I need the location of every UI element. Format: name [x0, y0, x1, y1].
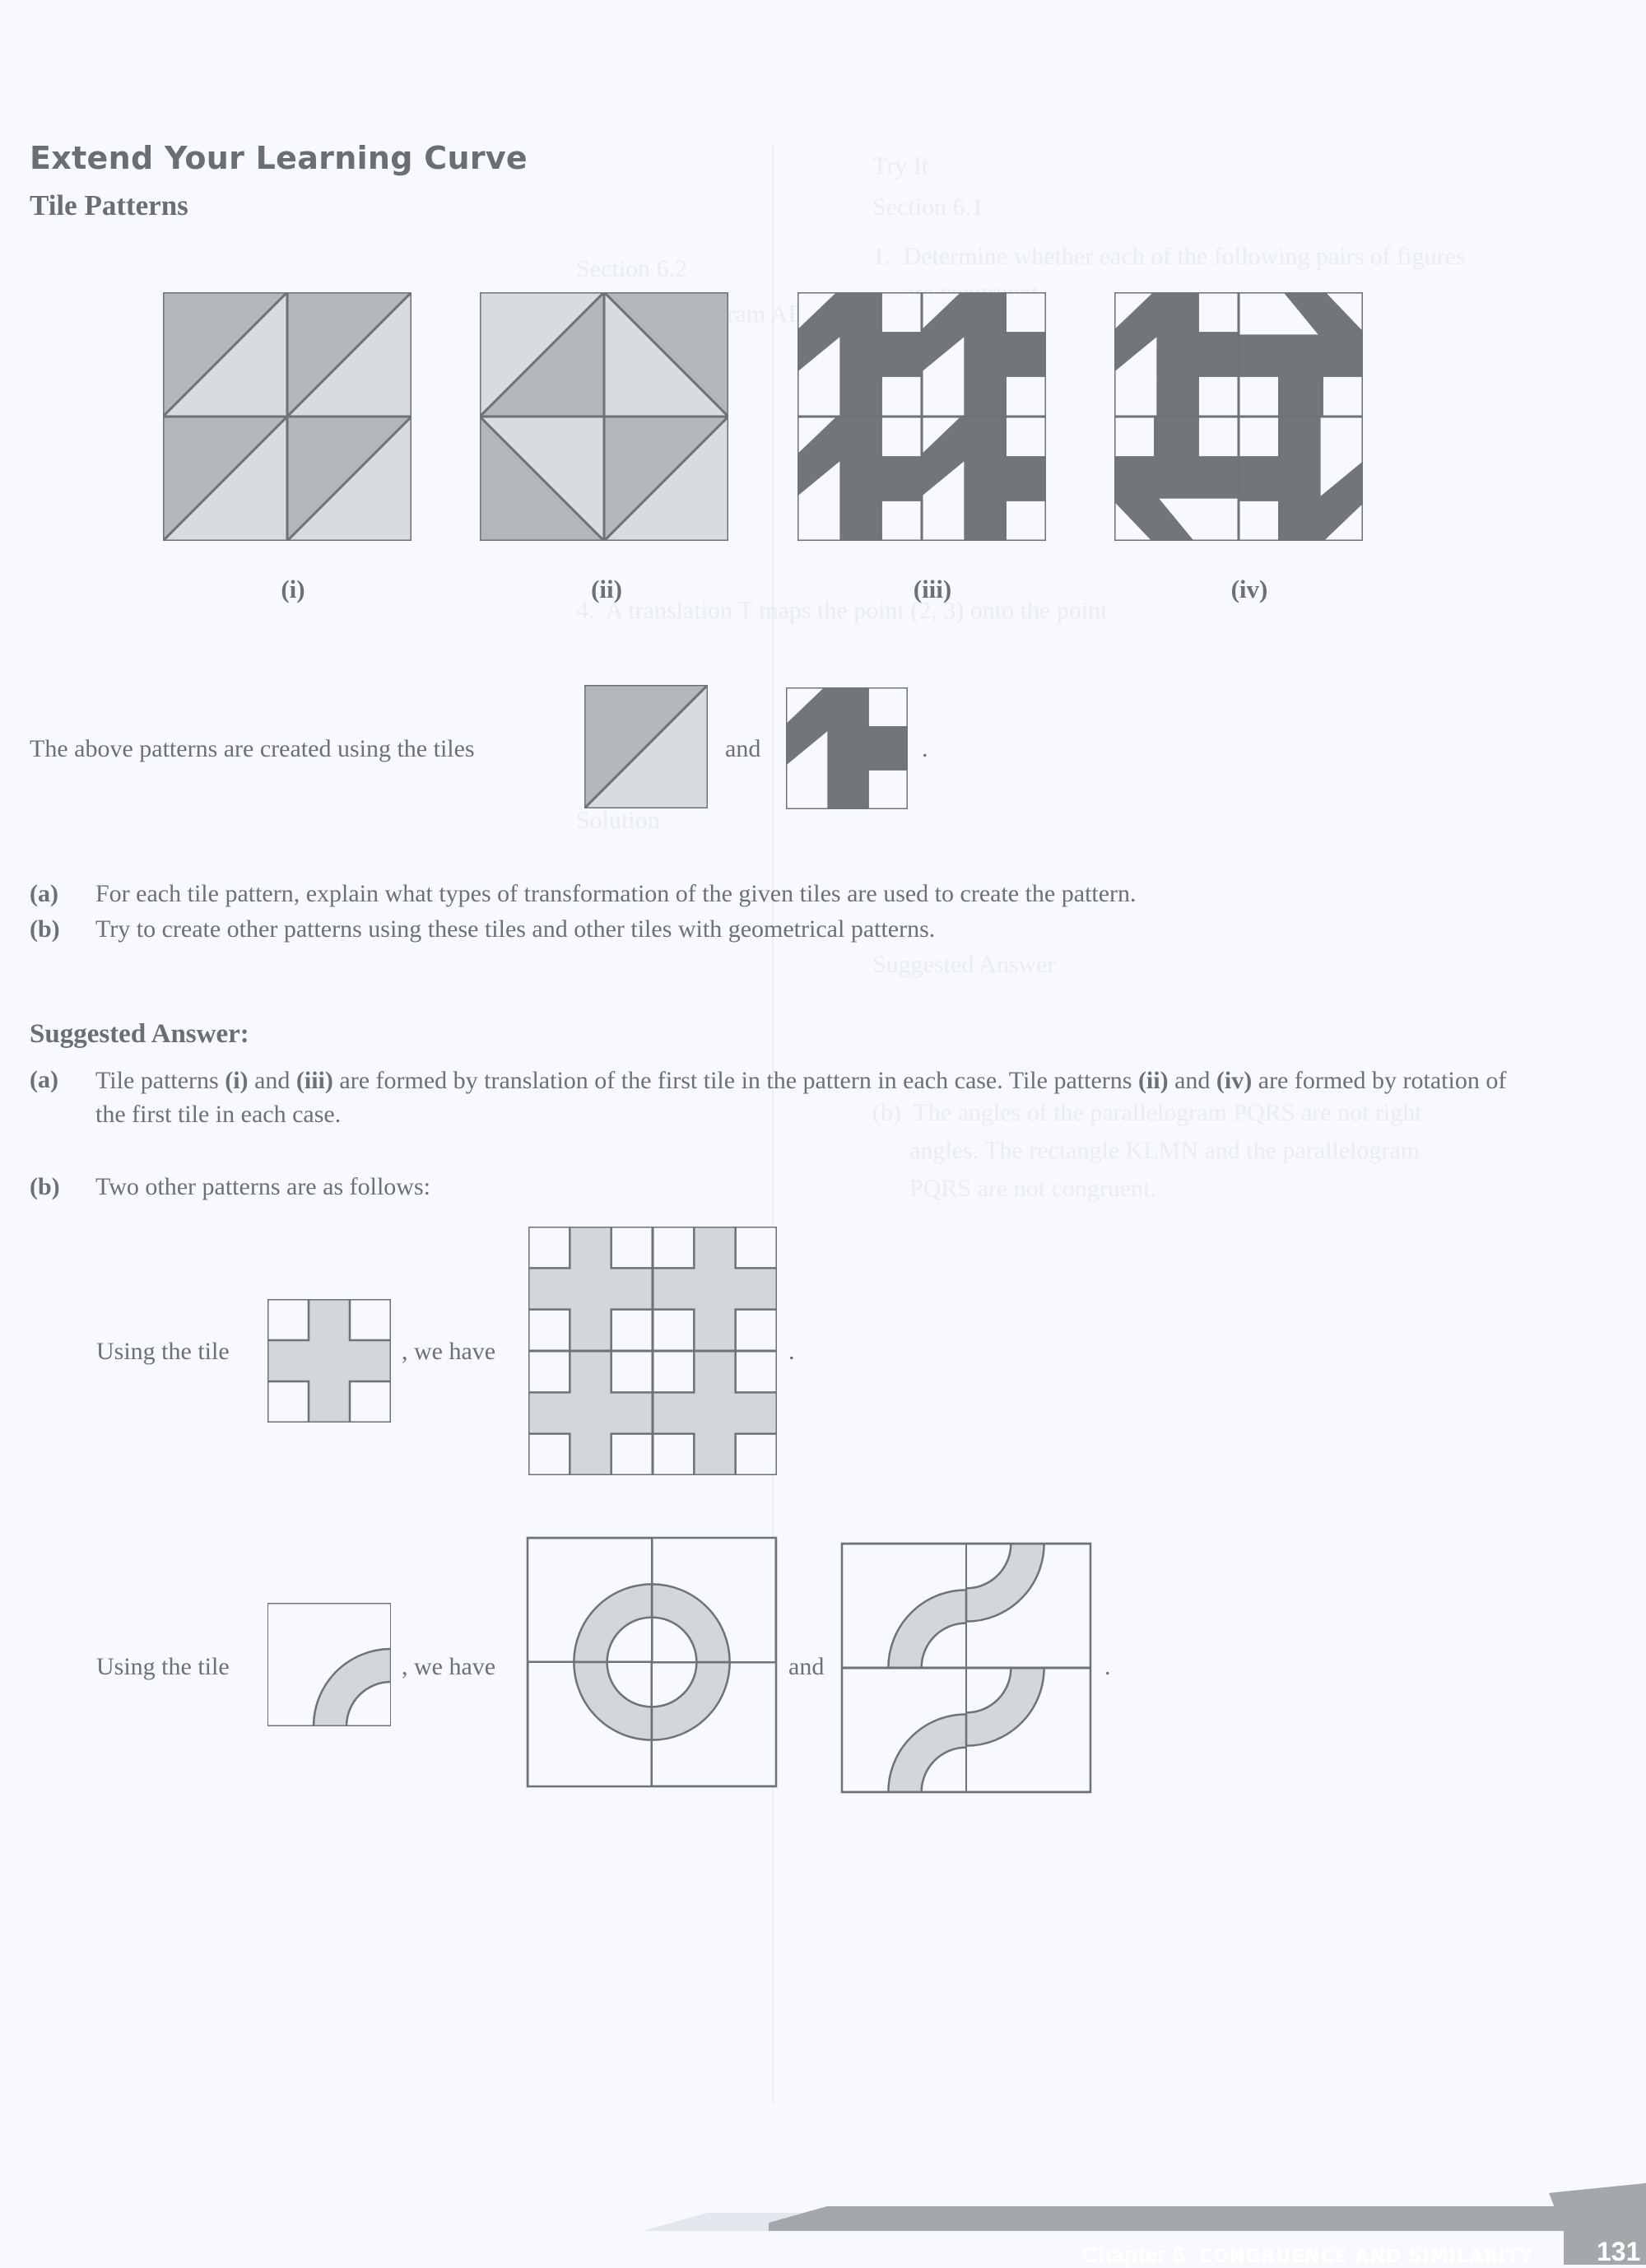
intro-and: and — [725, 735, 761, 762]
page-number: 131 — [1597, 2237, 1641, 2266]
ghost-text: angles. The rectangle KLMN and the parallelogram — [872, 1137, 1420, 1164]
question-b-marker: (b) — [30, 915, 60, 943]
ghost-text: (b) The angles of the parallelogram PQRS are not right — [872, 1099, 1422, 1126]
pattern-ref-ii: (ii) — [1137, 1067, 1169, 1094]
pattern-ref-iii: (iii) — [295, 1067, 333, 1094]
pattern-iii-label: (iii) — [913, 575, 952, 603]
ghost-text: Section 6.1 — [872, 193, 983, 221]
question-b — [30, 913, 1593, 946]
answer-heading: Suggested Answer: — [30, 1019, 249, 1049]
pattern-ref-i: (i) — [225, 1067, 249, 1094]
pattern-ii-figure — [480, 292, 728, 541]
tile-curve-icon — [267, 1603, 391, 1726]
question-a — [30, 878, 1593, 910]
pattern-i-figure — [163, 292, 412, 541]
answer-a — [30, 1064, 1536, 1131]
answer-a-part: are formed by rotation of the first tile in each case. — [95, 1067, 1507, 1128]
ghost-text: Section 6.2 — [576, 255, 687, 282]
intro-text: The above patterns are created using the tiles — [30, 735, 475, 762]
pattern-ii-label: (ii) — [591, 575, 622, 603]
example1-using-text: Using the tile — [96, 1338, 230, 1365]
answer-b-marker: (b) — [30, 1173, 60, 1200]
pattern-iv-label: (iv) — [1230, 575, 1268, 603]
answer-b-text: Two other patterns are as follows: — [95, 1173, 430, 1200]
ghost-text: Suggested Answer — [872, 951, 1056, 978]
ghost-text: 1. Determine whether each of the following pairs of figures — [872, 243, 1466, 270]
footer-chapter-number: Chapter 6 — [1082, 2242, 1185, 2267]
ghost-text: PQRS are not congruent. — [872, 1175, 1156, 1202]
answer-a-marker: (a) — [30, 1066, 58, 1093]
intro-period: . — [922, 735, 928, 762]
footer-chapter — [1082, 2242, 1533, 2268]
question-a-text: For each tile pattern, explain what types of transformation of the given tiles are used to create the pattern. — [95, 880, 1137, 907]
footer-chapter-title: CONGRUENCE AND SIMILARITY — [1199, 2247, 1534, 2267]
question-a-marker: (a) — [30, 880, 58, 907]
ghost-text: Try It — [872, 152, 929, 179]
answer-a-part: Tile patterns — [95, 1067, 226, 1094]
example2-period: . — [1104, 1653, 1111, 1680]
question-b-text: Try to create other patterns using these tiles and other tiles with geometrical patterns. — [95, 915, 936, 943]
example2-we-have-text: , we have — [402, 1653, 496, 1680]
example1-we-have-text: , we have — [402, 1338, 496, 1365]
tile-a-triangle-icon — [584, 685, 708, 808]
cross-pattern-figure — [528, 1227, 778, 1475]
answer-b — [30, 1171, 1536, 1204]
pattern-iv-figure — [1114, 292, 1364, 541]
section-subtitle: Tile Patterns — [30, 189, 188, 221]
s-curve-pattern-figure — [841, 1544, 1091, 1792]
pattern-ref-iv: (iv) — [1216, 1067, 1253, 1094]
answer-a-part: and — [248, 1067, 296, 1094]
ghost-text: 4. A translation T maps the point (2, 3) onto the point — [576, 597, 1108, 624]
tile-b-bar-icon — [786, 687, 908, 809]
example1-period: . — [788, 1338, 795, 1365]
ring-pattern-figure — [528, 1538, 776, 1786]
answer-a-text — [95, 1064, 1536, 1131]
answer-a-part: and — [1168, 1067, 1216, 1094]
answer-a-part: are formed by translation of the first tile in the pattern in each case. Tile patterns — [332, 1067, 1138, 1094]
pattern-i-label: (i) — [281, 575, 305, 603]
example2-using-text: Using the tile — [96, 1653, 230, 1680]
pattern-iii-figure — [797, 292, 1047, 541]
example2-and-text: and — [788, 1653, 825, 1680]
ghost-text: Solution — [576, 807, 660, 834]
page-title: Extend Your Learning Curve — [30, 140, 528, 176]
tile-cross-icon — [267, 1299, 392, 1423]
